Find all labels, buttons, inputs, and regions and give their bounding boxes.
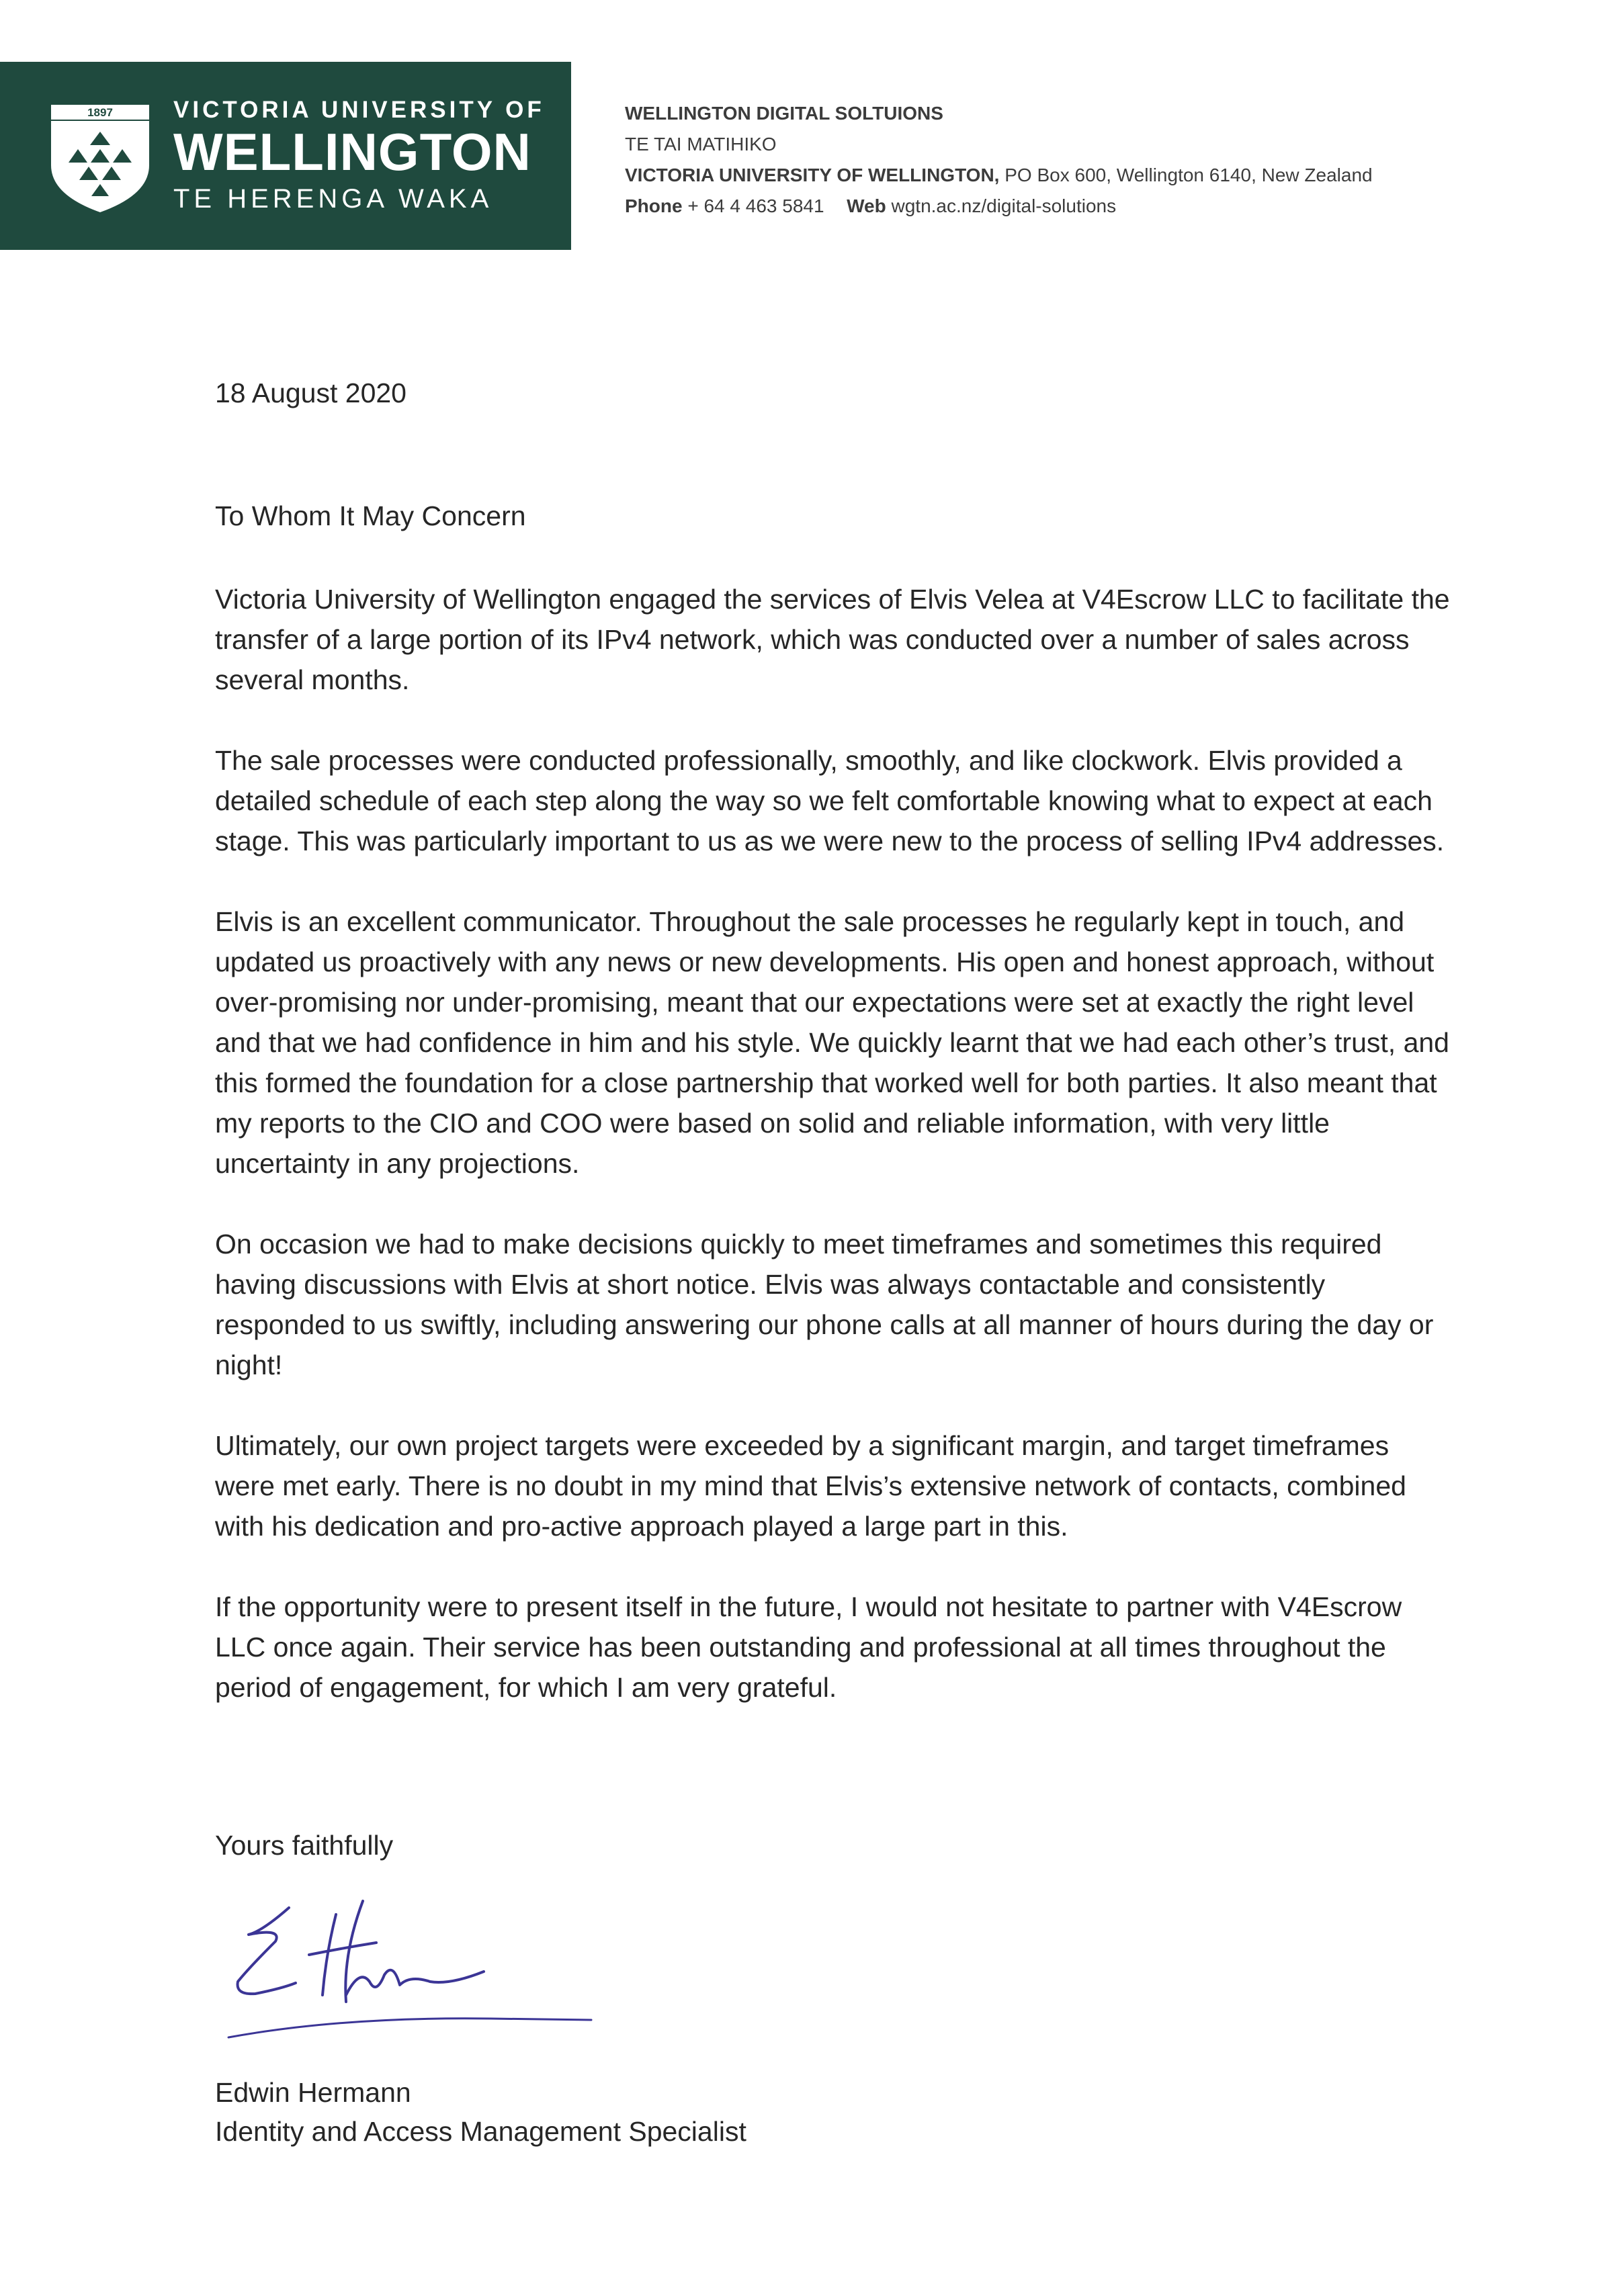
body-paragraph: If the opportunity were to present itself in the future, I would not hesitate to partner with V4Escrow LLC once again. Their service has been outstanding and professional at all times throughout the period of engagement, for which I am very grateful. — [215, 1591, 1402, 1703]
body-paragraph: Victoria University of Wellington engaged the services of Elvis Velea at V4Escrow LLC to facilitate the transfer of a large portion of its IPv4 network, which was conducted over a number of sales across several months. — [215, 584, 1450, 695]
department-address — [625, 160, 1373, 191]
phone-number: + 64 4 463 5841 — [687, 195, 824, 216]
signer-title: Identity and Access Management Specialist — [215, 2116, 746, 2147]
department-maori-name: TE TAI MATIHIKO — [625, 134, 777, 154]
address-university: VICTORIA UNIVERSITY OF WELLINGTON, — [625, 165, 1000, 185]
letter-salutation: To Whom It May Concern — [215, 500, 526, 531]
brand-line-te-herenga-waka: TE HERENGA WAKA — [173, 184, 493, 214]
address-postal: PO Box 600, Wellington 6140, New Zealand — [1005, 165, 1373, 185]
department-contact-line — [625, 191, 1373, 222]
department-name: WELLINGTON DIGITAL SOLTUIONS — [625, 103, 943, 124]
signer-name: Edwin Hermann — [215, 2077, 411, 2108]
university-logo-block — [0, 62, 571, 250]
svg-text:1897: 1897 — [87, 106, 113, 119]
handwritten-signature — [208, 1894, 598, 2056]
body-paragraph: The sale processes were conducted professionally, smoothly, and like clockwork. Elvis provided a detailed schedule of each step along the way so we felt comfortable knowing what to expect at each stage. This was particularly important to us as we were new to the process of selling IPv4 addresses. — [215, 745, 1445, 856]
brand-line-university-of: VICTORIA UNIVERSITY OF — [173, 97, 545, 123]
web-label: Web — [847, 195, 886, 216]
letter-closing: Yours faithfully — [215, 1830, 394, 1861]
phone-label: Phone — [625, 195, 683, 216]
body-paragraph: On occasion we had to make decisions quickly to meet timeframes and sometimes this required having discussions with Elvis at short notice. Elvis was always contactable and consistently responded to us swiftly, including answering our phone calls at all manner of hours during the day or night! — [215, 1229, 1434, 1380]
brand-line-wellington: WELLINGTON — [173, 122, 531, 181]
university-crest-icon — [48, 101, 152, 215]
department-contact-block — [625, 98, 1373, 222]
letter-body — [215, 579, 1451, 1748]
body-paragraph: Elvis is an excellent communicator. Throughout the sale processes he regularly kept in touch, and updated us proactively with any news or new developments. His open and honest approach, without over-promising nor under-promising, meant that our expectations were set at exactly the right level and that we had confidence in him and his style. We quickly learnt that we had each other’s trust, and this formed the foundation for a close partnership that worked well for both parties. It also meant that my reports to the CIO and COO were based on solid and reliable information, with very little uncertainty in any projections. — [215, 906, 1449, 1179]
body-paragraph: Ultimately, our own project targets were exceeded by a significant margin, and target timeframes were met early. There is no doubt in my mind that Elvis’s extensive network of contacts, combined with his dedication and pro-active approach played a large part in this. — [215, 1430, 1406, 1542]
web-address: wgtn.ac.nz/digital-solutions — [891, 195, 1117, 216]
letter-date: 18 August 2020 — [215, 378, 407, 408]
